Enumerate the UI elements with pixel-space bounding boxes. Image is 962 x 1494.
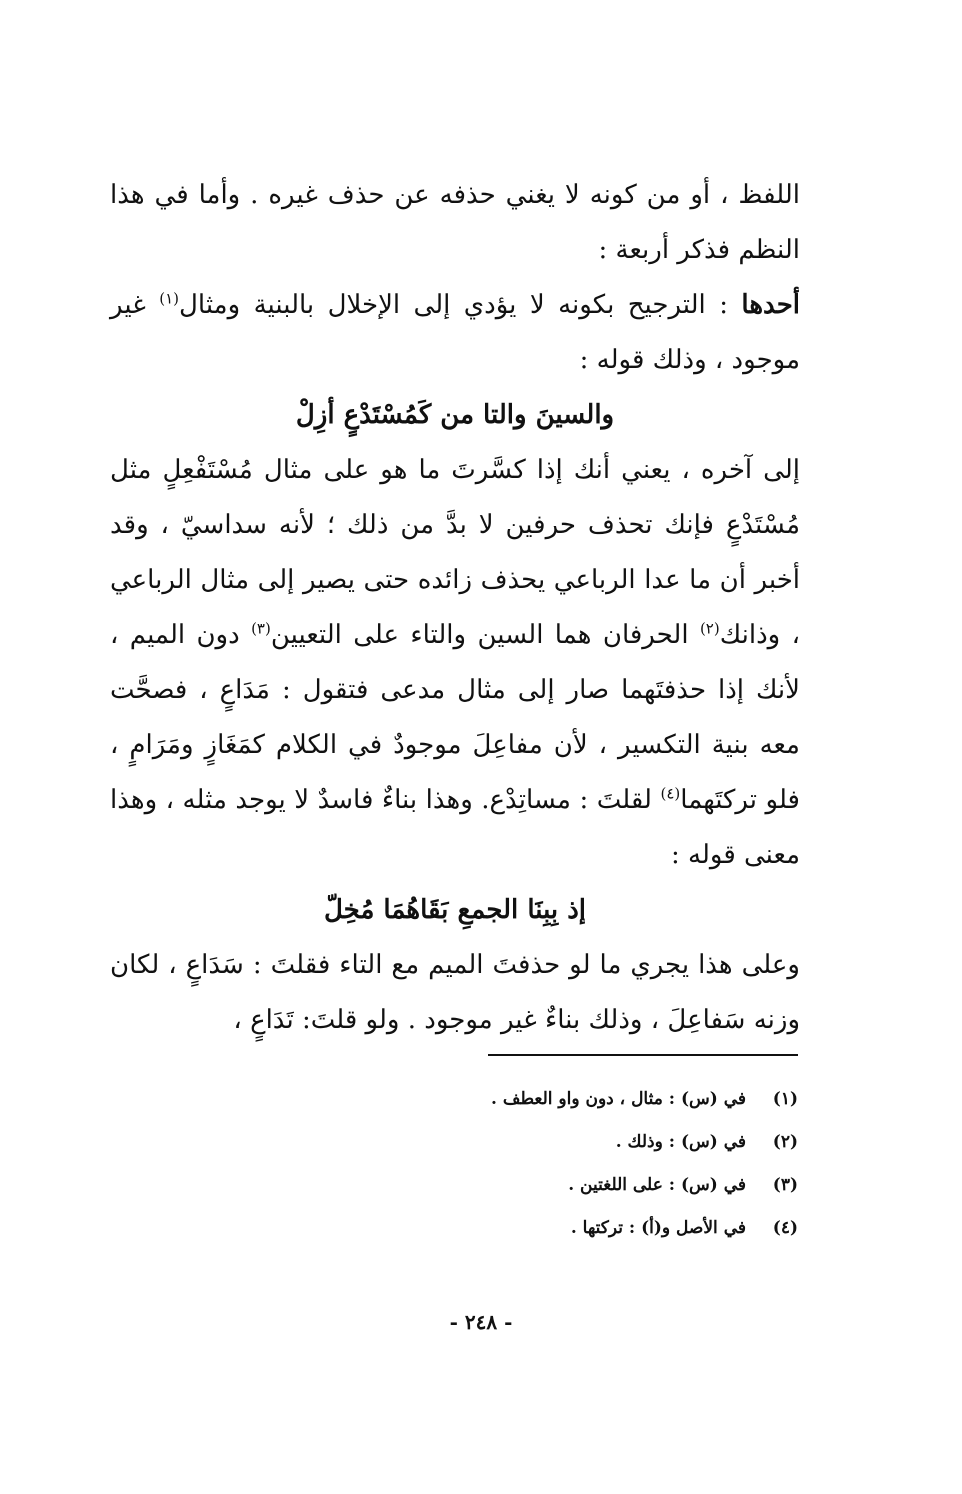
footnote-separator: [488, 1054, 798, 1056]
paragraph-2-lead: أحدها: [741, 290, 800, 320]
paragraph-3: [110, 443, 800, 883]
footnotes: [380, 1078, 798, 1250]
footnote-number: (٣): [772, 1175, 798, 1195]
paragraph-2-text-b: غير موجود ، وذلك قوله :: [110, 290, 800, 375]
footnote-ref-4: (٤): [660, 784, 681, 803]
verse-1: والسينَ والتا من كَمُسْتَدْعٍ أزِلْ: [295, 400, 615, 430]
paragraph-3-text-b: الحرفان هما السين والتاء على التعيين: [270, 620, 700, 650]
footnote-number: (٤): [772, 1218, 798, 1238]
footnote-text: في (س) : وذلك .: [615, 1132, 746, 1152]
footnote-text: في (س) : على اللغتين .: [568, 1175, 746, 1195]
footnote-ref-3: (٣): [251, 619, 271, 638]
footnote-4: [380, 1207, 798, 1250]
paragraph-4: وعلى هذا يجري ما لو حذفتَ الميم مع التاء فقلتَ : سَدَاعٍ ، لكان وزنه سَفاعِلَ ، وذلك بناءٌ غير موجود . ولو قلتَ: تَدَاعٍ ،: [110, 950, 800, 1035]
footnote-number: (١): [772, 1089, 798, 1109]
verse-2: إذ بِبِنَا الجمعِ بَقَاهُمَا مُخِلّ: [323, 895, 587, 925]
paragraph-1: اللفظ ، أو من كونه لا يغني حذفه عن حذف غيره . وأما في هذا النظم فذكر أربعة :: [110, 180, 800, 265]
paragraph-3-text-a: إلى آخره ، يعني أنك إذا كسَّرتَ ما هو على مثال مُسْتَفْعِلٍ مثل مُسْتَدْعٍ فإنك تحذف حرفين لا بدَّ من ذلك ؛ لأنه سداسيّ ، وقد أخبر أن ما عدا الرباعي يحذف زائده حتى يصير إلى مثال الرباعي ، وذانك: [110, 455, 800, 650]
footnote-number: (٢): [772, 1132, 798, 1152]
page-number: - ٢٤٨ -: [449, 1310, 513, 1334]
footnote-ref-2: (٢): [699, 619, 720, 638]
footnote-2: [380, 1121, 798, 1164]
paragraph-3-text-d: لقلتَ : مساتِدْع. وهذا بناءٌ فاسدٌ لا يوجد مثله ، وهذا معنى قوله :: [110, 785, 800, 870]
footnote-text: في الأصل و(أ) : تركتها .: [570, 1218, 746, 1238]
paragraph-2-text-a: : الترجيح بكونه لا يؤدي إلى الإخلال بالبنية ومثال: [179, 290, 742, 320]
paragraph-3-text-c: دون الميم ، لأنك إذا حذفتَهما صار إلى مثال مدعى فتقول : مَدَاعٍ ، فصحَّت معه بنية التكسير ، لأن مفاعِلَ موجودٌ في الكلام كمَغَازٍ ومَرَامٍ ، فلو تركتَهما: [110, 620, 800, 815]
footnote-1: [380, 1078, 798, 1121]
footnote-text: في (س) : مثال ، دون واو العطف .: [491, 1089, 746, 1109]
main-text: [110, 168, 800, 1048]
footnote-ref-1: (١): [159, 289, 180, 308]
footnote-3: [380, 1164, 798, 1207]
paragraph-2: [110, 278, 800, 388]
